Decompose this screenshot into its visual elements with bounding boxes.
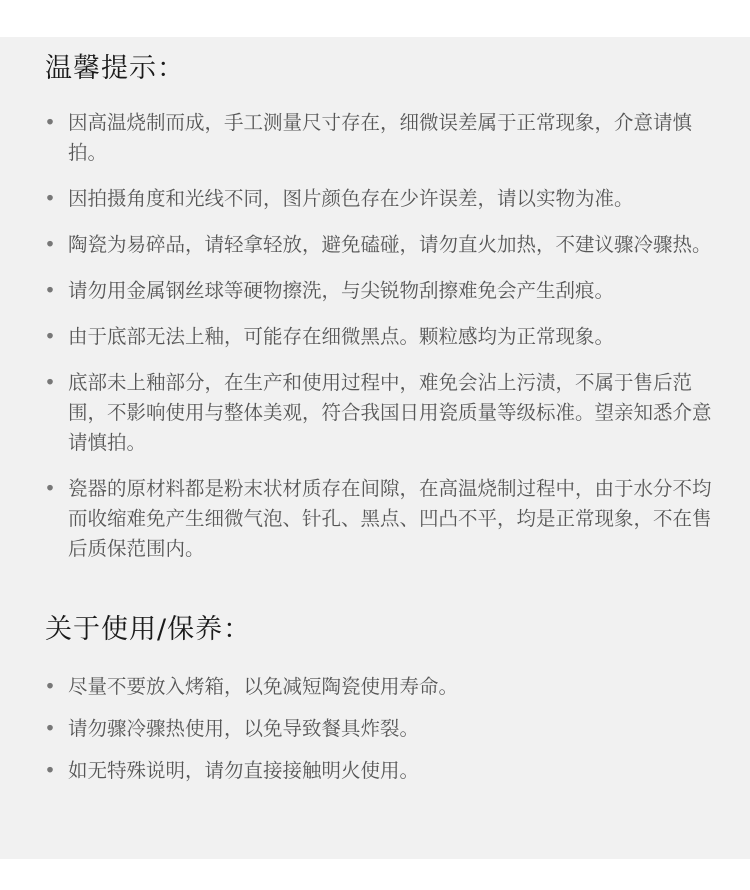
usage-item-text: 尽量不要放入烤箱，以免减短陶瓷使用寿命。 (68, 675, 459, 698)
bullet-icon: • (44, 371, 56, 394)
tips-item-text: 底部未上釉部分，在生产和使用过程中，难免会沾上污渍，不属于售后范围，不影响使用与整体美观，符合我国日用瓷质量等级标准。望亲知悉介意请慎拍。 (68, 371, 712, 454)
tips-item-1 (0, 108, 750, 168)
usage-item-1 (0, 672, 750, 702)
bullet-icon: • (44, 675, 56, 698)
usage-item-text: 请勿骤冷骤热使用，以免导致餐具炸裂。 (68, 717, 420, 740)
bullet-icon: • (44, 233, 56, 256)
tips-item-2 (0, 184, 750, 214)
bullet-icon: • (44, 111, 56, 134)
tips-item-text: 陶瓷为易碎品，请轻拿轻放，避免磕碰，请勿直火加热，不建议骤冷骤热。 (68, 233, 712, 256)
tips-item-text: 请勿用金属钢丝球等硬物擦洗，与尖锐物刮擦难免会产生刮痕。 (68, 279, 615, 302)
bullet-icon: • (44, 477, 56, 500)
tips-item-text: 因高温烧制而成，手工测量尺寸存在，细微误差属于正常现象，介意请慎拍。 (68, 111, 693, 164)
usage-item-3 (0, 756, 750, 786)
tips-list (0, 108, 750, 564)
tips-item-7 (0, 474, 750, 564)
tips-item-6 (0, 368, 750, 458)
tips-item-text: 因拍摄角度和光线不同，图片颜色存在少许误差，请以实物为准。 (68, 187, 634, 210)
bullet-icon: • (44, 187, 56, 210)
tips-section (0, 52, 750, 564)
bullet-icon: • (44, 279, 56, 302)
tips-item-4 (0, 276, 750, 306)
usage-item-text: 如无特殊说明，请勿直接接触明火使用。 (68, 759, 420, 782)
tips-item-text: 由于底部无法上釉，可能存在细微黑点。颗粒感均为正常现象。 (68, 325, 615, 348)
usage-list (0, 672, 750, 786)
tips-heading: 温馨提示： (45, 53, 185, 84)
tips-item-text: 瓷器的原材料都是粉末状材质存在间隙，在高温烧制过程中，由于水分不均而收缩难免产生细微气泡、针孔、黑点、凹凸不平，均是正常现象，不在售后质保范围内。 (68, 477, 712, 560)
tips-item-3 (0, 230, 750, 260)
usage-section (0, 613, 750, 786)
bullet-icon: • (44, 717, 56, 740)
bullet-icon: • (44, 759, 56, 782)
tips-item-5 (0, 322, 750, 352)
bullet-icon: • (44, 325, 56, 348)
usage-heading: 关于使用/保养： (45, 614, 252, 645)
usage-item-2 (0, 714, 750, 744)
